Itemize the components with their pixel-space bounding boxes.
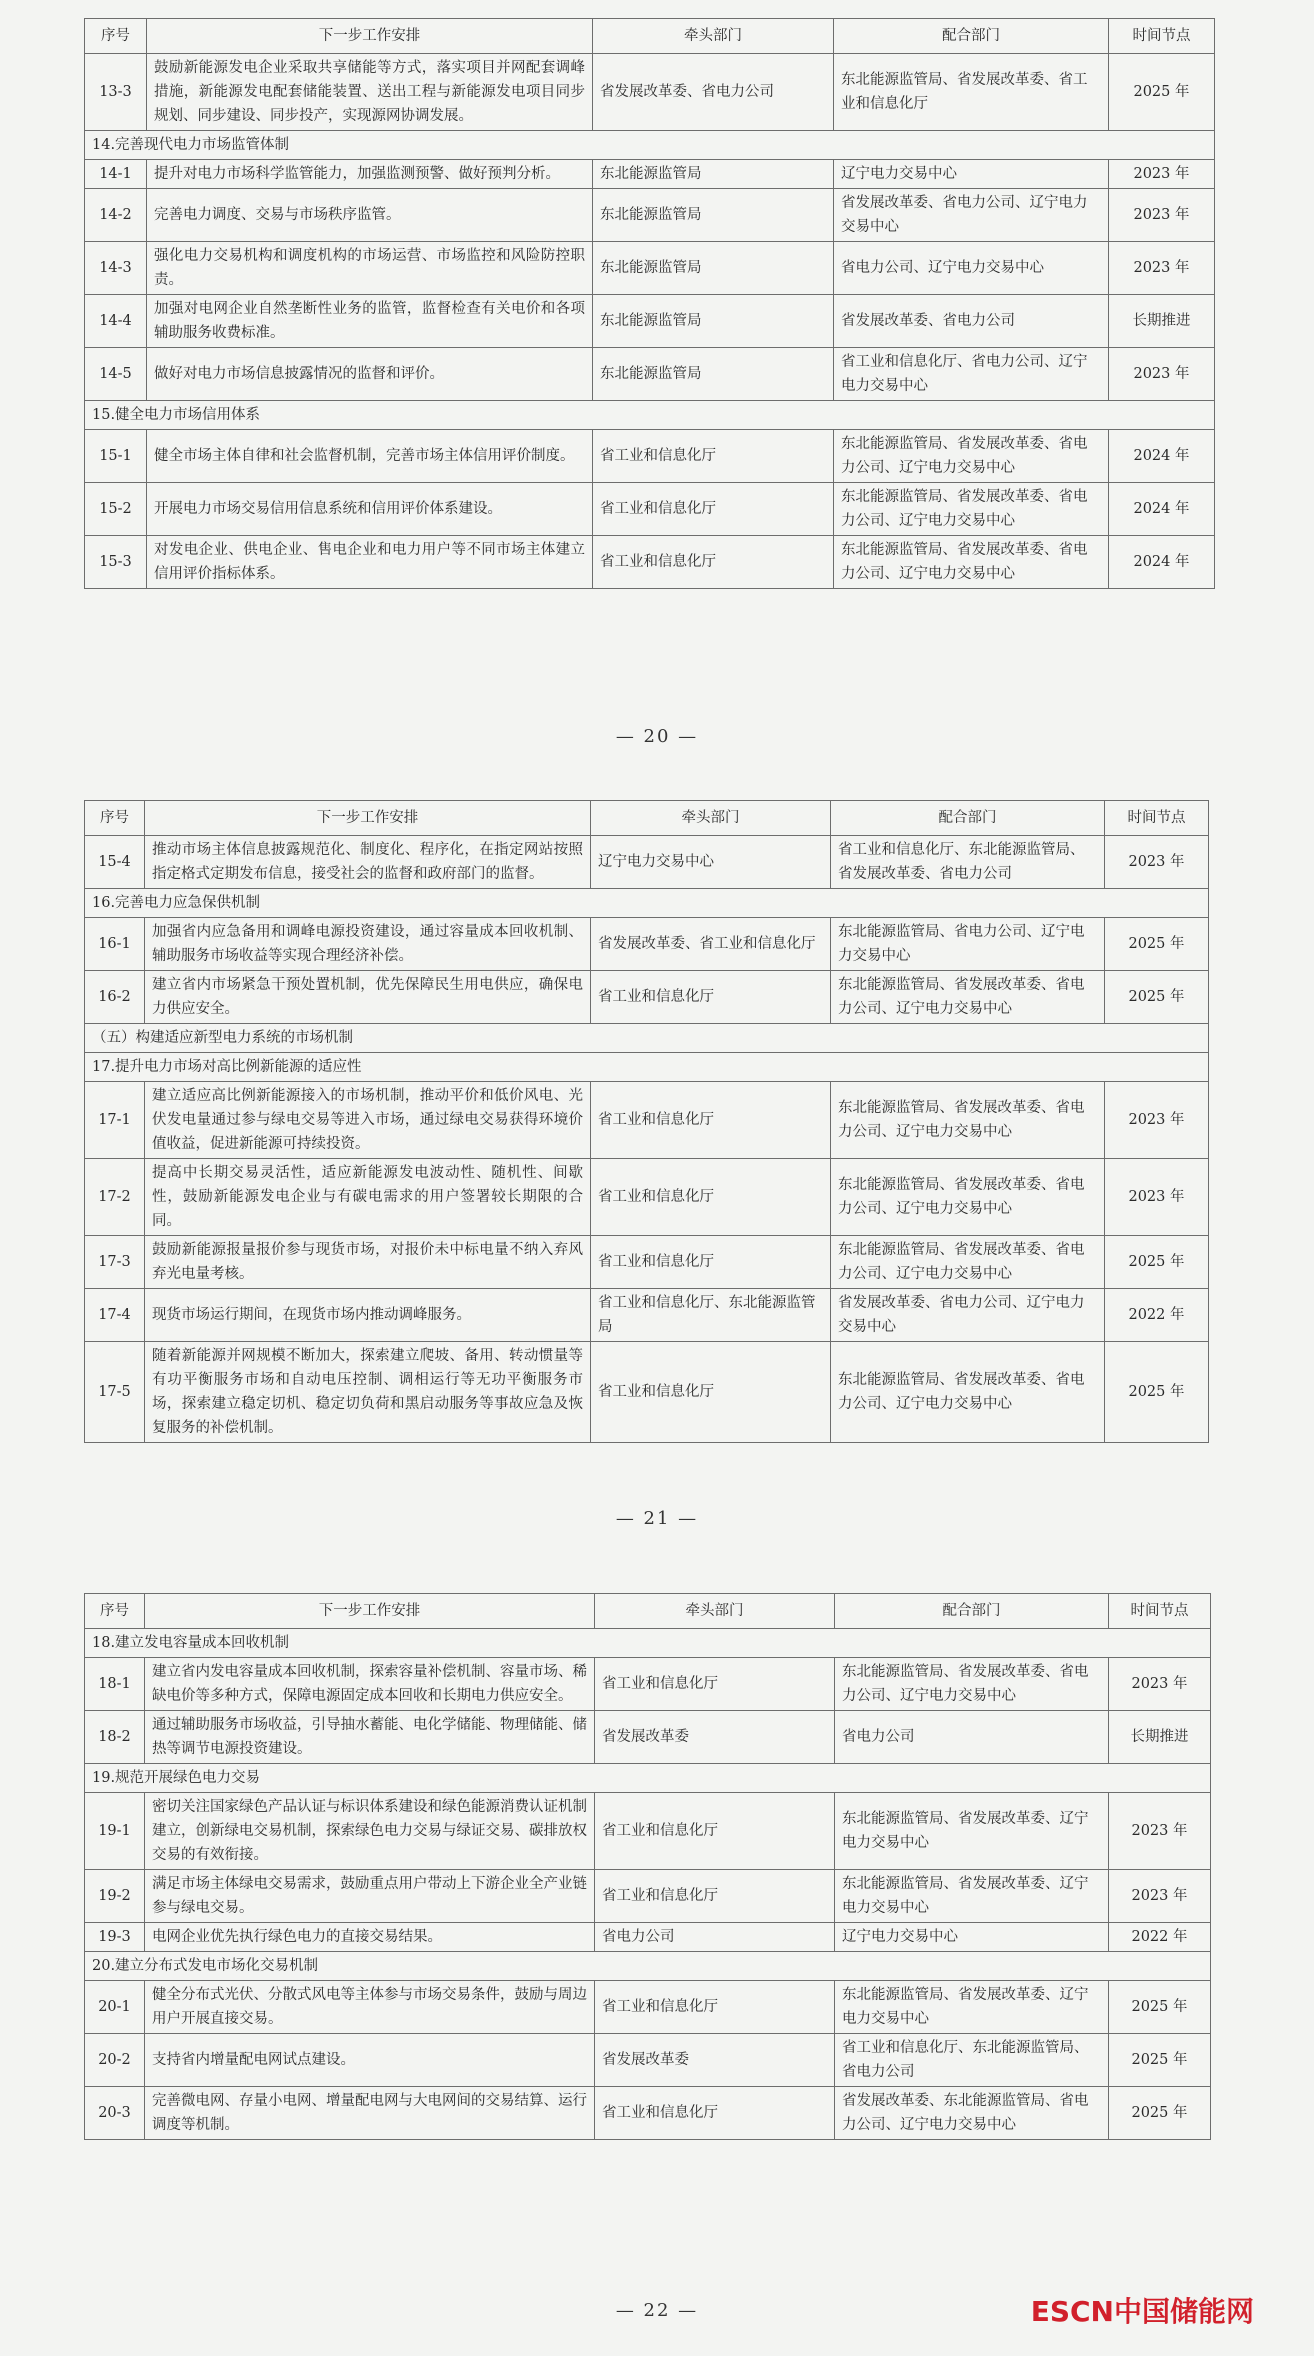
header-seq: 序号 <box>85 801 145 836</box>
work-arrangement: 健全分布式光伏、分散式风电等主体参与市场交易条件，鼓励与周边用户开展直接交易。 <box>145 1981 595 2034</box>
section-heading-row <box>85 401 1215 430</box>
table-row <box>85 1236 1209 1289</box>
cooperating-departments: 省工业和信息化厅、省电力公司、辽宁电力交易中心 <box>834 348 1109 401</box>
row-id: 17-4 <box>85 1289 145 1342</box>
table-row <box>85 54 1215 131</box>
lead-department: 省发展改革委 <box>595 1711 835 1764</box>
table-page-20 <box>84 18 1215 589</box>
cooperating-departments: 东北能源监管局、省发展改革委、省电力公司、辽宁电力交易中心 <box>831 1159 1105 1236</box>
work-arrangement: 建立适应高比例新能源接入的市场机制，推动平价和低价风电、光伏发电量通过参与绿电交易等进入市场，通过绿电交易获得环境价值收益，促进新能源可持续投资。 <box>145 1082 591 1159</box>
section-heading: 18.建立发电容量成本回收机制 <box>85 1629 1211 1658</box>
section-heading: 15.健全电力市场信用体系 <box>85 401 1215 430</box>
work-arrangement: 建立省内市场紧急干预处置机制，优先保障民生用电供应，确保电力供应安全。 <box>145 971 591 1024</box>
lead-department: 省工业和信息化厅 <box>595 1981 835 2034</box>
time-node: 2023 年 <box>1105 1082 1209 1159</box>
cooperating-departments: 东北能源监管局、省发展改革委、省工业和信息化厅 <box>834 54 1109 131</box>
section-heading-row <box>85 1764 1211 1793</box>
cooperating-departments: 省发展改革委、省电力公司、辽宁电力交易中心 <box>831 1289 1105 1342</box>
lead-department: 省工业和信息化厅 <box>591 1082 831 1159</box>
lead-department: 省发展改革委、省工业和信息化厅 <box>591 918 831 971</box>
lead-department: 省发展改革委 <box>595 2034 835 2087</box>
work-arrangement: 推动市场主体信息披露规范化、制度化、程序化，在指定网站按照指定格式定期发布信息，接受社会的监督和政府部门的监督。 <box>145 836 591 889</box>
work-arrangement: 加强对电网企业自然垄断性业务的监管，监督检查有关电价和各项辅助服务收费标准。 <box>147 295 593 348</box>
lead-department: 辽宁电力交易中心 <box>591 836 831 889</box>
cooperating-departments: 东北能源监管局、省发展改革委、省电力公司、辽宁电力交易中心 <box>831 1342 1105 1443</box>
time-node: 2025 年 <box>1109 54 1215 131</box>
cooperating-departments: 省电力公司 <box>835 1711 1109 1764</box>
work-arrangement: 满足市场主体绿电交易需求，鼓励重点用户带动上下游企业全产业链参与绿电交易。 <box>145 1870 595 1923</box>
work-arrangement: 完善电力调度、交易与市场秩序监管。 <box>147 189 593 242</box>
cooperating-departments: 省电力公司、辽宁电力交易中心 <box>834 242 1109 295</box>
lead-department: 省工业和信息化厅、东北能源监管局 <box>591 1289 831 1342</box>
section-heading: 16.完善电力应急保供机制 <box>85 889 1209 918</box>
header-work: 下一步工作安排 <box>147 19 593 54</box>
row-id: 14-3 <box>85 242 147 295</box>
section-heading-row <box>85 1024 1209 1053</box>
row-id: 18-2 <box>85 1711 145 1764</box>
table-row <box>85 836 1209 889</box>
table-row <box>85 1342 1209 1443</box>
table-row <box>85 2087 1211 2140</box>
row-id: 15-1 <box>85 430 147 483</box>
time-node: 2024 年 <box>1109 483 1215 536</box>
time-node: 2023 年 <box>1105 836 1209 889</box>
row-id: 19-1 <box>85 1793 145 1870</box>
work-arrangement: 做好对电力市场信息披露情况的监督和评价。 <box>147 348 593 401</box>
lead-department: 省发展改革委、省电力公司 <box>593 54 834 131</box>
table-row <box>85 971 1209 1024</box>
time-node: 2022 年 <box>1109 1923 1211 1952</box>
row-id: 19-2 <box>85 1870 145 1923</box>
row-id: 16-1 <box>85 918 145 971</box>
cooperating-departments: 东北能源监管局、省电力公司、辽宁电力交易中心 <box>831 918 1105 971</box>
cooperating-departments: 东北能源监管局、省发展改革委、省电力公司、辽宁电力交易中心 <box>834 430 1109 483</box>
cooperating-departments: 东北能源监管局、省发展改革委、省电力公司、辽宁电力交易中心 <box>834 483 1109 536</box>
table-page-21 <box>84 800 1209 1443</box>
table-row <box>85 1870 1211 1923</box>
work-arrangement: 提升对电力市场科学监管能力，加强监测预警、做好预判分析。 <box>147 160 593 189</box>
row-id: 13-3 <box>85 54 147 131</box>
lead-department: 东北能源监管局 <box>593 295 834 348</box>
lead-department: 省工业和信息化厅 <box>595 1870 835 1923</box>
work-arrangement: 密切关注国家绿色产品认证与标识体系建设和绿色能源消费认证机制建立，创新绿电交易机制，探索绿色电力交易与绿证交易、碳排放权交易的有效衔接。 <box>145 1793 595 1870</box>
work-arrangement: 现货市场运行期间，在现货市场内推动调峰服务。 <box>145 1289 591 1342</box>
row-id: 20-1 <box>85 1981 145 2034</box>
row-id: 17-5 <box>85 1342 145 1443</box>
row-id: 18-1 <box>85 1658 145 1711</box>
row-id: 20-3 <box>85 2087 145 2140</box>
section-heading-row <box>85 131 1215 160</box>
lead-department: 东北能源监管局 <box>593 242 834 295</box>
time-node: 2025 年 <box>1105 971 1209 1024</box>
table-row <box>85 160 1215 189</box>
header-lead: 牵头部门 <box>593 19 834 54</box>
cooperating-departments: 省发展改革委、省电力公司 <box>834 295 1109 348</box>
cooperating-departments: 东北能源监管局、省发展改革委、省电力公司、辽宁电力交易中心 <box>834 536 1109 589</box>
lead-department: 省工业和信息化厅 <box>593 536 834 589</box>
table-row <box>85 242 1215 295</box>
time-node: 长期推进 <box>1109 1711 1211 1764</box>
cooperating-departments: 东北能源监管局、省发展改革委、省电力公司、辽宁电力交易中心 <box>835 1658 1109 1711</box>
table-header-row <box>85 19 1215 54</box>
section-heading: 14.完善现代电力市场监管体制 <box>85 131 1215 160</box>
lead-department: 省工业和信息化厅 <box>593 430 834 483</box>
time-node: 2023 年 <box>1109 1870 1211 1923</box>
section-heading: 20.建立分布式发电市场化交易机制 <box>85 1952 1211 1981</box>
section-heading-row <box>85 1053 1209 1082</box>
lead-department: 省工业和信息化厅 <box>591 1342 831 1443</box>
row-id: 17-1 <box>85 1082 145 1159</box>
table-row <box>85 1711 1211 1764</box>
section-heading-row <box>85 889 1209 918</box>
cooperating-departments: 辽宁电力交易中心 <box>834 160 1109 189</box>
table-row <box>85 918 1209 971</box>
header-seq: 序号 <box>85 19 147 54</box>
row-id: 14-5 <box>85 348 147 401</box>
row-id: 19-3 <box>85 1923 145 1952</box>
time-node: 2023 年 <box>1109 160 1215 189</box>
time-node: 2024 年 <box>1109 536 1215 589</box>
row-id: 17-2 <box>85 1159 145 1236</box>
time-node: 2025 年 <box>1109 2087 1211 2140</box>
header-coop: 配合部门 <box>831 801 1105 836</box>
row-id: 20-2 <box>85 2034 145 2087</box>
header-seq: 序号 <box>85 1594 145 1629</box>
work-arrangement: 随着新能源并网规模不断加大，探索建立爬坡、备用、转动惯量等有功平衡服务市场和自动电压控制、调相运行等无功平衡服务市场，探索建立稳定切机、稳定切负荷和黑启动服务等事故应急及恢复服务的补偿机制。 <box>145 1342 591 1443</box>
work-arrangement: 强化电力交易机构和调度机构的市场运营、市场监控和风险防控职责。 <box>147 242 593 295</box>
table-row <box>85 1923 1211 1952</box>
section-heading: （五）构建适应新型电力系统的市场机制 <box>85 1024 1209 1053</box>
lead-department: 省工业和信息化厅 <box>595 2087 835 2140</box>
header-work: 下一步工作安排 <box>145 1594 595 1629</box>
table-row <box>85 483 1215 536</box>
time-node: 2023 年 <box>1105 1159 1209 1236</box>
time-node: 2023 年 <box>1109 189 1215 242</box>
section-heading: 17.提升电力市场对高比例新能源的适应性 <box>85 1053 1209 1082</box>
table-row <box>85 430 1215 483</box>
header-lead: 牵头部门 <box>591 801 831 836</box>
lead-department: 东北能源监管局 <box>593 160 834 189</box>
lead-department: 省工业和信息化厅 <box>593 483 834 536</box>
cooperating-departments: 东北能源监管局、省发展改革委、辽宁电力交易中心 <box>835 1870 1109 1923</box>
time-node: 2023 年 <box>1109 242 1215 295</box>
cooperating-departments: 东北能源监管局、省发展改革委、省电力公司、辽宁电力交易中心 <box>831 1082 1105 1159</box>
table-row <box>85 536 1215 589</box>
page-number-20: — 20 — <box>615 726 699 747</box>
header-time: 时间节点 <box>1109 19 1215 54</box>
section-heading: 19.规范开展绿色电力交易 <box>85 1764 1211 1793</box>
table-header-row <box>85 1594 1211 1629</box>
cooperating-departments: 省发展改革委、东北能源监管局、省电力公司、辽宁电力交易中心 <box>835 2087 1109 2140</box>
work-arrangement: 通过辅助服务市场收益，引导抽水蓄能、电化学储能、物理储能、储热等调节电源投资建设。 <box>145 1711 595 1764</box>
section-heading-row <box>85 1629 1211 1658</box>
row-id: 15-4 <box>85 836 145 889</box>
table-page-22 <box>84 1593 1211 2140</box>
lead-department: 省电力公司 <box>595 1923 835 1952</box>
header-work: 下一步工作安排 <box>145 801 591 836</box>
table-row <box>85 1981 1211 2034</box>
row-id: 16-2 <box>85 971 145 1024</box>
time-node: 2025 年 <box>1105 918 1209 971</box>
row-id: 14-4 <box>85 295 147 348</box>
lead-department: 省工业和信息化厅 <box>595 1793 835 1870</box>
table-row <box>85 1082 1209 1159</box>
cooperating-departments: 省工业和信息化厅、东北能源监管局、省发展改革委、省电力公司 <box>831 836 1105 889</box>
lead-department: 东北能源监管局 <box>593 189 834 242</box>
lead-department: 省工业和信息化厅 <box>591 1159 831 1236</box>
work-arrangement: 开展电力市场交易信用信息系统和信用评价体系建设。 <box>147 483 593 536</box>
cooperating-departments: 东北能源监管局、省发展改革委、省电力公司、辽宁电力交易中心 <box>831 971 1105 1024</box>
work-arrangement: 对发电企业、供电企业、售电企业和电力用户等不同市场主体建立信用评价指标体系。 <box>147 536 593 589</box>
lead-department: 东北能源监管局 <box>593 348 834 401</box>
cooperating-departments: 辽宁电力交易中心 <box>835 1923 1109 1952</box>
cooperating-departments: 省发展改革委、省电力公司、辽宁电力交易中心 <box>834 189 1109 242</box>
escn-logo: ESCN中国储能网 <box>1030 2295 1254 2328</box>
lead-department: 省工业和信息化厅 <box>595 1658 835 1711</box>
table-row <box>85 348 1215 401</box>
table-row <box>85 189 1215 242</box>
work-arrangement: 健全市场主体自律和社会监督机制，完善市场主体信用评价制度。 <box>147 430 593 483</box>
header-time: 时间节点 <box>1105 801 1209 836</box>
row-id: 14-1 <box>85 160 147 189</box>
cooperating-departments: 省工业和信息化厅、东北能源监管局、省电力公司 <box>835 2034 1109 2087</box>
work-arrangement: 鼓励新能源发电企业采取共享储能等方式，落实项目并网配套调峰措施，新能源发电配套储能装置、送出工程与新能源发电项目同步规划、同步建设、同步投产，实现源网协调发展。 <box>147 54 593 131</box>
time-node: 2023 年 <box>1109 1658 1211 1711</box>
table-row <box>85 1658 1211 1711</box>
work-arrangement: 鼓励新能源报量报价参与现货市场，对报价未中标电量不纳入弃风弃光电量考核。 <box>145 1236 591 1289</box>
table-row <box>85 1159 1209 1236</box>
time-node: 2024 年 <box>1109 430 1215 483</box>
table-row <box>85 2034 1211 2087</box>
row-id: 14-2 <box>85 189 147 242</box>
lead-department: 省工业和信息化厅 <box>591 971 831 1024</box>
row-id: 15-3 <box>85 536 147 589</box>
time-node: 2023 年 <box>1109 1793 1211 1870</box>
lead-department: 省工业和信息化厅 <box>591 1236 831 1289</box>
header-coop: 配合部门 <box>835 1594 1109 1629</box>
work-arrangement: 电网企业优先执行绿色电力的直接交易结果。 <box>145 1923 595 1952</box>
time-node: 2025 年 <box>1105 1236 1209 1289</box>
page-number-21: — 21 — <box>615 1508 699 1529</box>
time-node: 长期推进 <box>1109 295 1215 348</box>
header-lead: 牵头部门 <box>595 1594 835 1629</box>
table-row <box>85 1793 1211 1870</box>
table-row <box>85 1289 1209 1342</box>
time-node: 2025 年 <box>1109 2034 1211 2087</box>
table-header-row <box>85 801 1209 836</box>
time-node: 2022 年 <box>1105 1289 1209 1342</box>
work-arrangement: 建立省内发电容量成本回收机制，探索容量补偿机制、容量市场、稀缺电价等多种方式，保障电源固定成本回收和长期电力供应安全。 <box>145 1658 595 1711</box>
work-arrangement: 完善微电网、存量小电网、增量配电网与大电网间的交易结算、运行调度等机制。 <box>145 2087 595 2140</box>
row-id: 17-3 <box>85 1236 145 1289</box>
work-arrangement: 支持省内增量配电网试点建设。 <box>145 2034 595 2087</box>
cooperating-departments: 东北能源监管局、省发展改革委、辽宁电力交易中心 <box>835 1981 1109 2034</box>
table-row <box>85 295 1215 348</box>
cooperating-departments: 东北能源监管局、省发展改革委、辽宁电力交易中心 <box>835 1793 1109 1870</box>
section-heading-row <box>85 1952 1211 1981</box>
work-arrangement: 提高中长期交易灵活性，适应新能源发电波动性、随机性、间歇性，鼓励新能源发电企业与有碳电需求的用户签署较长期限的合同。 <box>145 1159 591 1236</box>
time-node: 2023 年 <box>1109 348 1215 401</box>
time-node: 2025 年 <box>1105 1342 1209 1443</box>
work-arrangement: 加强省内应急备用和调峰电源投资建设，通过容量成本回收机制、辅助服务市场收益等实现合理经济补偿。 <box>145 918 591 971</box>
row-id: 15-2 <box>85 483 147 536</box>
cooperating-departments: 东北能源监管局、省发展改革委、省电力公司、辽宁电力交易中心 <box>831 1236 1105 1289</box>
header-time: 时间节点 <box>1109 1594 1211 1629</box>
time-node: 2025 年 <box>1109 1981 1211 2034</box>
page-number-22: — 22 — <box>615 2300 699 2321</box>
header-coop: 配合部门 <box>834 19 1109 54</box>
